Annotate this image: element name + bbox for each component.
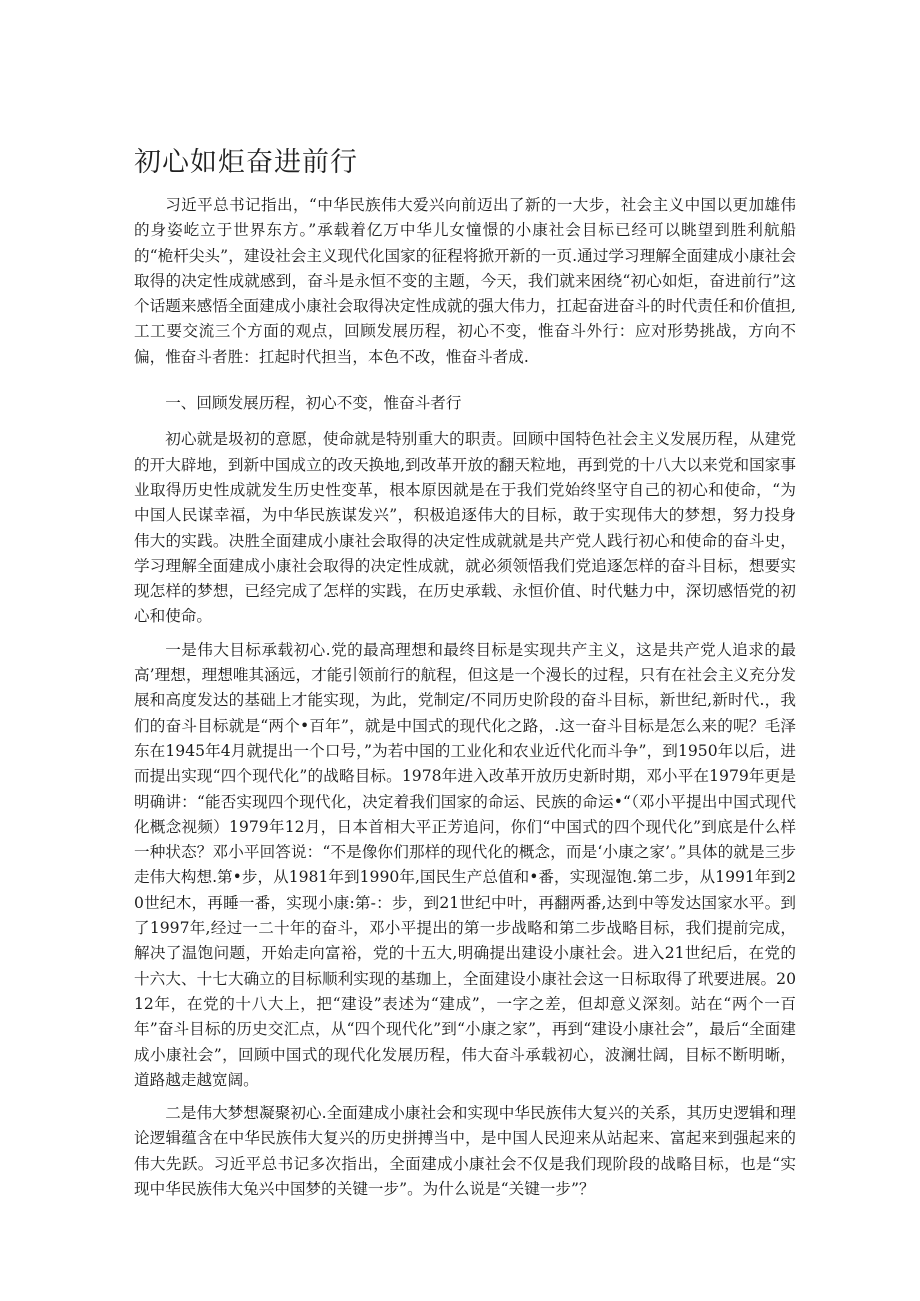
body-paragraph: 二是伟大梦想凝聚初心.全面建成小康社会和实现中华民族伟大复兴的关系，其历史逻辑和理论逻辑蕴含在中华民族伟大复兴的历史拼搏当中，是中国人民迎来从站起来、富起来到强起来的伟大先跃。习近平总书记多次指出，全面建成小康社会不仅是我们现阶段的战略目标，也是“实现中华民族伟大兔兴中国梦的关键一步”。为什么说是“关键一步”？	[134, 1104, 796, 1198]
body-paragraph: 一是伟大目标承载初心.党的最高理想和最终目标是实现共产主义，这是共产党人追求的最高’理想，理想唯其涵远，才能引领前行的航程，但这是一个漫长的过程，只有在社会主义充分发展和高度发达的基础上才能实现，为此，党制定/不同历史阶段的奋斗目标，新世纪,新时代.，我们的奋斗目标就是“两个•百年”，就是中国式的现代化之路，.这一奋斗目标是怎么来的呢？毛泽东在1945年4月就提出一个口号，”为若中国的工业化和农业近代化而斗争”，到1950年以后，进而提出实现“四个现代化”的战略目标。1978年进入改革开放历史新时期，邓小平在1979年更是明确讲：“能否实现四个现代化，决定着我们国家的命运、民族的命运•“（邓小平提出中国式现代化概念视频）1979年12月，日本首相大平正芳追问，你们“中国式的四个现代化”到底是什么样一种状态？邓小平回答说：“不是像你们那样的现代化的概念，而是‘小康之家’。”具体的就是三步走伟大构想.第•步，从1981年到1990年,国民生产总值和•番，实现湿饱.第二步，从1991年到20世纪木，再睡一番，实现小康:第-：步，到21世纪中叶，再翻两番,达到中等发达国家水平。到了1997年,经过一二十年的奋斗，邓小平提出的第一步战略和第二步战略目标，我们提前完成，解决了温饱问题，开始走向富裕，党的十五大,明确提出建设小康社会。进入21世纪后，在党的十六大、十七大确立的目标顺利实现的基珈上，全面建设小康社会这一日标取得了玳要进展。2012年，在党的十八大上，把“建设”表述为“建成”，一字之差，但却意义深刻。站在“两个一百年”奋斗目标的历史交汇点，从“四个现代化”到“小康之家”，再到“建设小康社会”，最后“全面建成小康社会”，回顾中国式的现代化发展历程，伟大奋斗承载初心，波澜壮阔，目标不断明晰，道路越走越宽阔。	[134, 640, 796, 1089]
section-heading: 一、回顾发展历程，初心不变，惟奋斗者行	[165, 394, 462, 413]
body-paragraph: 初心就是圾初的意愿，使命就是特别重大的职责。回顾中国特色社会主义发展历程，从建党的开大辟地，到新中国成立的改天换地,到改革开放的翻天粒地，再到党的十八大以来党和国家事业取得历史性成就发生历史性变革，根本原因就是在于我们党始终坚守自己的初心和使命，“为中国人民谋幸福，为中华民族谋发兴”，积极追逐伟大的目标，敢于实现伟大的梦想，努力投身伟大的实践。决胜全面建成小康社会取得的决定性成就就是共产党人践行初心和使命的奋斗史，学习理解全面建成小康社会取得的决定性成就，就必须领悟我们党追逐怎样的奋斗目标，想要实现怎样的梦想，已经完成了怎样的实践，在历史承载、永恒价值、时代魅力中，深切感悟党的初心和使命。	[134, 430, 796, 626]
document-body	[134, 193, 796, 1207]
document-title: 初心如炬奋进前行	[134, 147, 358, 178]
intro-paragraph: 习近平总书记指出，“中华民族伟大爱兴向前迈出了新的一大步，社会主义中国以更加雄伟的身姿屹立于世界东方。”承载着亿万中华儿女憧憬的小康社会目标已经可以眺望到胜利航船的“桅杆尖头”，建设社会主义现代化国家的征程将掀开新的一页.通过学习理解全面建成小康社会取得的决定性成就感到，奋斗是永恒不变的主题，今天，我们就来困绕“初心如炬，奋进前行”这个话题来感悟全面建成小康社会取得决定性成就的强大伟力，扛起奋进奋斗的时代责任和价值担,工工要交流三个方面的观点，回顾发展历程，初心不变，惟奋斗外行：应对形势挑战，方向不偏，惟奋斗者胜：扛起时代担当，本色不改，惟奋斗者成.	[134, 196, 796, 366]
